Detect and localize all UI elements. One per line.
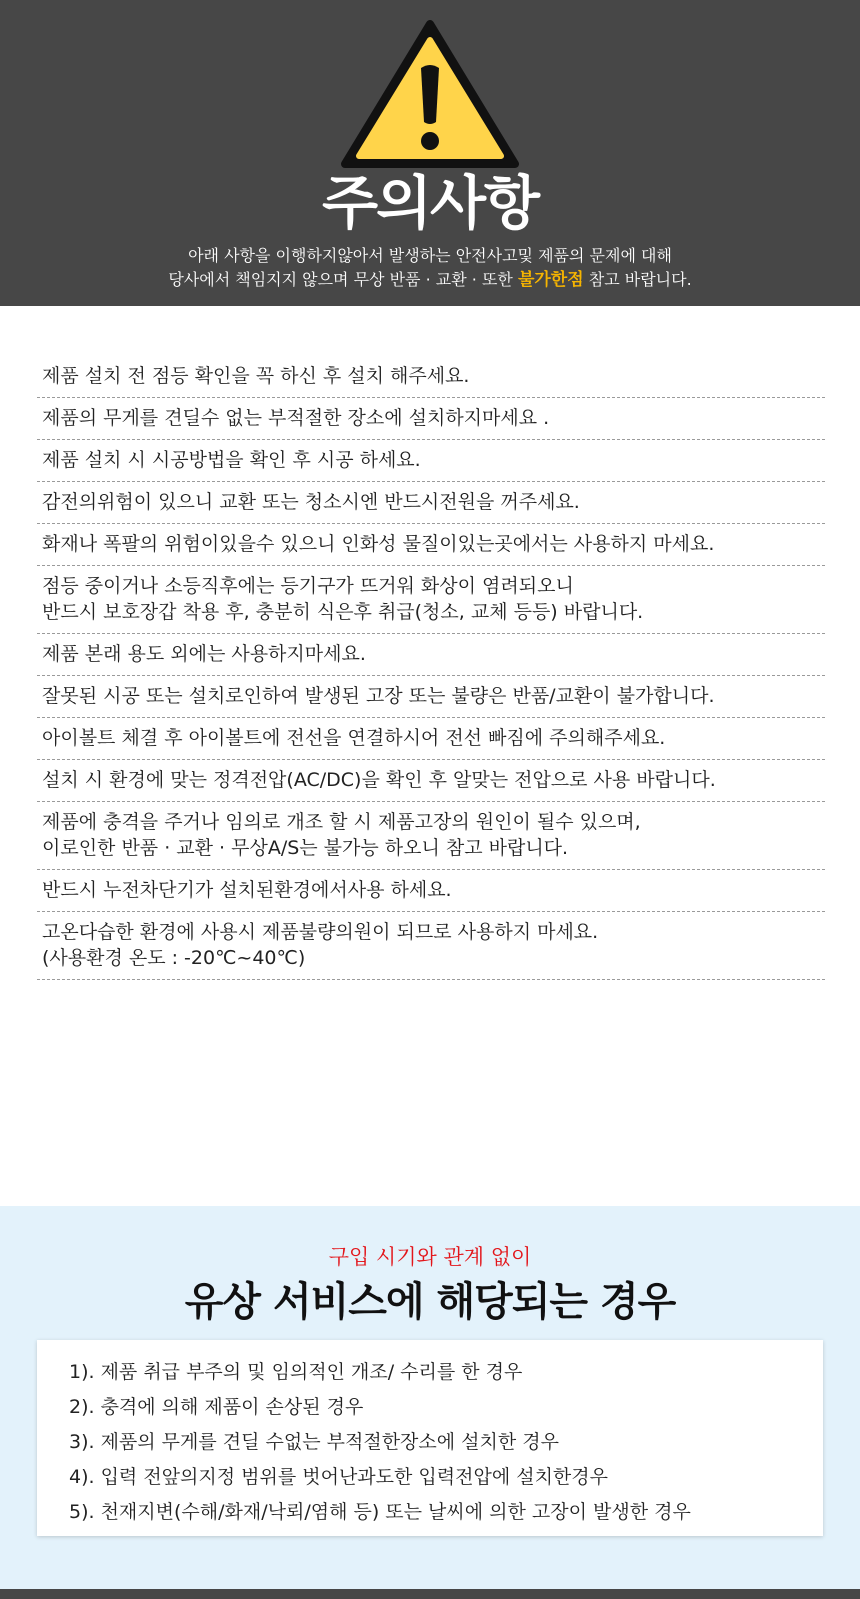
- notice-item: [37, 634, 825, 676]
- bottom-bar: [0, 1589, 860, 1599]
- notice-text: 제품 본래 용도 외에는 사용하지마세요.: [42, 643, 366, 665]
- paid-service-item: 5). 천재지변(수해/화재/낙뢰/염해 등) 또는 날씨에 의한 고장이 발생한 경우: [69, 1501, 691, 1523]
- notice-text: 고온다습한 환경에 사용시 제품불량의원이 되므로 사용하지 마세요.: [42, 921, 599, 943]
- notice-item: [37, 440, 825, 482]
- notice-text: 제품 설치 전 점등 확인을 꼭 하신 후 설치 해주세요.: [42, 365, 470, 387]
- notice-item: [37, 482, 825, 524]
- notice-item: [37, 566, 825, 634]
- notice-item: [37, 802, 825, 870]
- notice-text: 반드시 보호장갑 착용 후, 충분히 식은후 취급(청소, 교체 등등) 바랍니다.: [42, 601, 644, 623]
- warning-icon: [341, 18, 519, 170]
- paid-service-section: [0, 1206, 860, 1589]
- notice-item: [37, 398, 825, 440]
- page-title: 주의사항: [321, 169, 539, 237]
- notice-item: [37, 676, 825, 718]
- notice-item: [37, 760, 825, 802]
- notice-text: 제품 설치 시 시공방법을 확인 후 시공 하세요.: [42, 449, 421, 471]
- paid-service-item: 1). 제품 취급 부주의 및 임의적인 개조/ 수리를 한 경우: [69, 1361, 523, 1383]
- paid-service-title: 유상 서비스에 해당되는 경우: [184, 1279, 676, 1325]
- notice-text: 화재나 폭팔의 위험이있을수 있으니 인화성 물질이있는곳에서는 사용하지 마세요.: [42, 533, 715, 555]
- notice-text: 아이볼트 체결 후 아이볼트에 전선을 연결하시어 전선 빠짐에 주의해주세요.: [42, 727, 666, 749]
- paid-service-item: 3). 제품의 무게를 견딜 수없는 부적절한장소에 설치한 경우: [69, 1431, 559, 1453]
- header-subtitle-line2: [0, 269, 860, 291]
- notice-text: 제품의 무게를 견딜수 없는 부적절한 장소에 설치하지마세요 .: [42, 407, 550, 429]
- notice-item: [37, 524, 825, 566]
- notice-text: (사용환경 온도 : -20℃~40℃): [42, 947, 306, 969]
- header-subtitle-line2-before: 당사에서 책임지지 않으며 무상 반품 · 교환 · 또한: [168, 270, 518, 289]
- paid-service-list: [37, 1340, 823, 1530]
- notice-text: 이로인한 반품 · 교환 · 무상A/S는 불가능 하오니 참고 바랍니다.: [42, 837, 569, 859]
- notice-text: 제품에 충격을 주거나 임의로 개조 할 시 제품고장의 원인이 될수 있으며,: [42, 811, 641, 833]
- notice-item: [37, 870, 825, 912]
- paid-service-item: 4). 입력 전앞의지정 범위를 벗어난과도한 입력전압에 설치한경우: [69, 1466, 608, 1488]
- notice-text: 설치 시 환경에 맞는 정격전압(AC/DC)을 확인 후 알맞는 전압으로 사용 바랍니다.: [42, 769, 716, 791]
- caution-header: [0, 0, 860, 306]
- notice-text: 잘못된 시공 또는 설치로인하여 발생된 고장 또는 불량은 반품/교환이 불가합니다.: [42, 685, 715, 707]
- paid-service-box: [37, 1340, 823, 1536]
- notice-item: [37, 356, 825, 398]
- header-subtitle-line1: 아래 사항을 이행하지않아서 발생하는 안전사고및 제품의 문제에 대해: [188, 246, 672, 265]
- notice-item: [37, 718, 825, 760]
- notice-text: 감전의위험이 있으니 교환 또는 청소시엔 반드시전원을 꺼주세요.: [42, 491, 580, 513]
- header-highlight-text: 불가한점: [517, 270, 584, 290]
- header-subtitle-line2-after: 참고 바랍니다.: [583, 270, 692, 289]
- notice-item: [37, 912, 825, 980]
- notice-text: 점등 중이거나 소등직후에는 등기구가 뜨거워 화상이 염려되오니: [42, 575, 574, 597]
- notice-list: [37, 356, 825, 980]
- notice-text: 반드시 누전차단기가 설치된환경에서사용 하세요.: [42, 879, 452, 901]
- paid-service-subtitle: 구입 시기와 관계 없이: [328, 1245, 532, 1269]
- paid-service-item: 2). 충격에 의해 제품이 손상된 경우: [69, 1396, 364, 1418]
